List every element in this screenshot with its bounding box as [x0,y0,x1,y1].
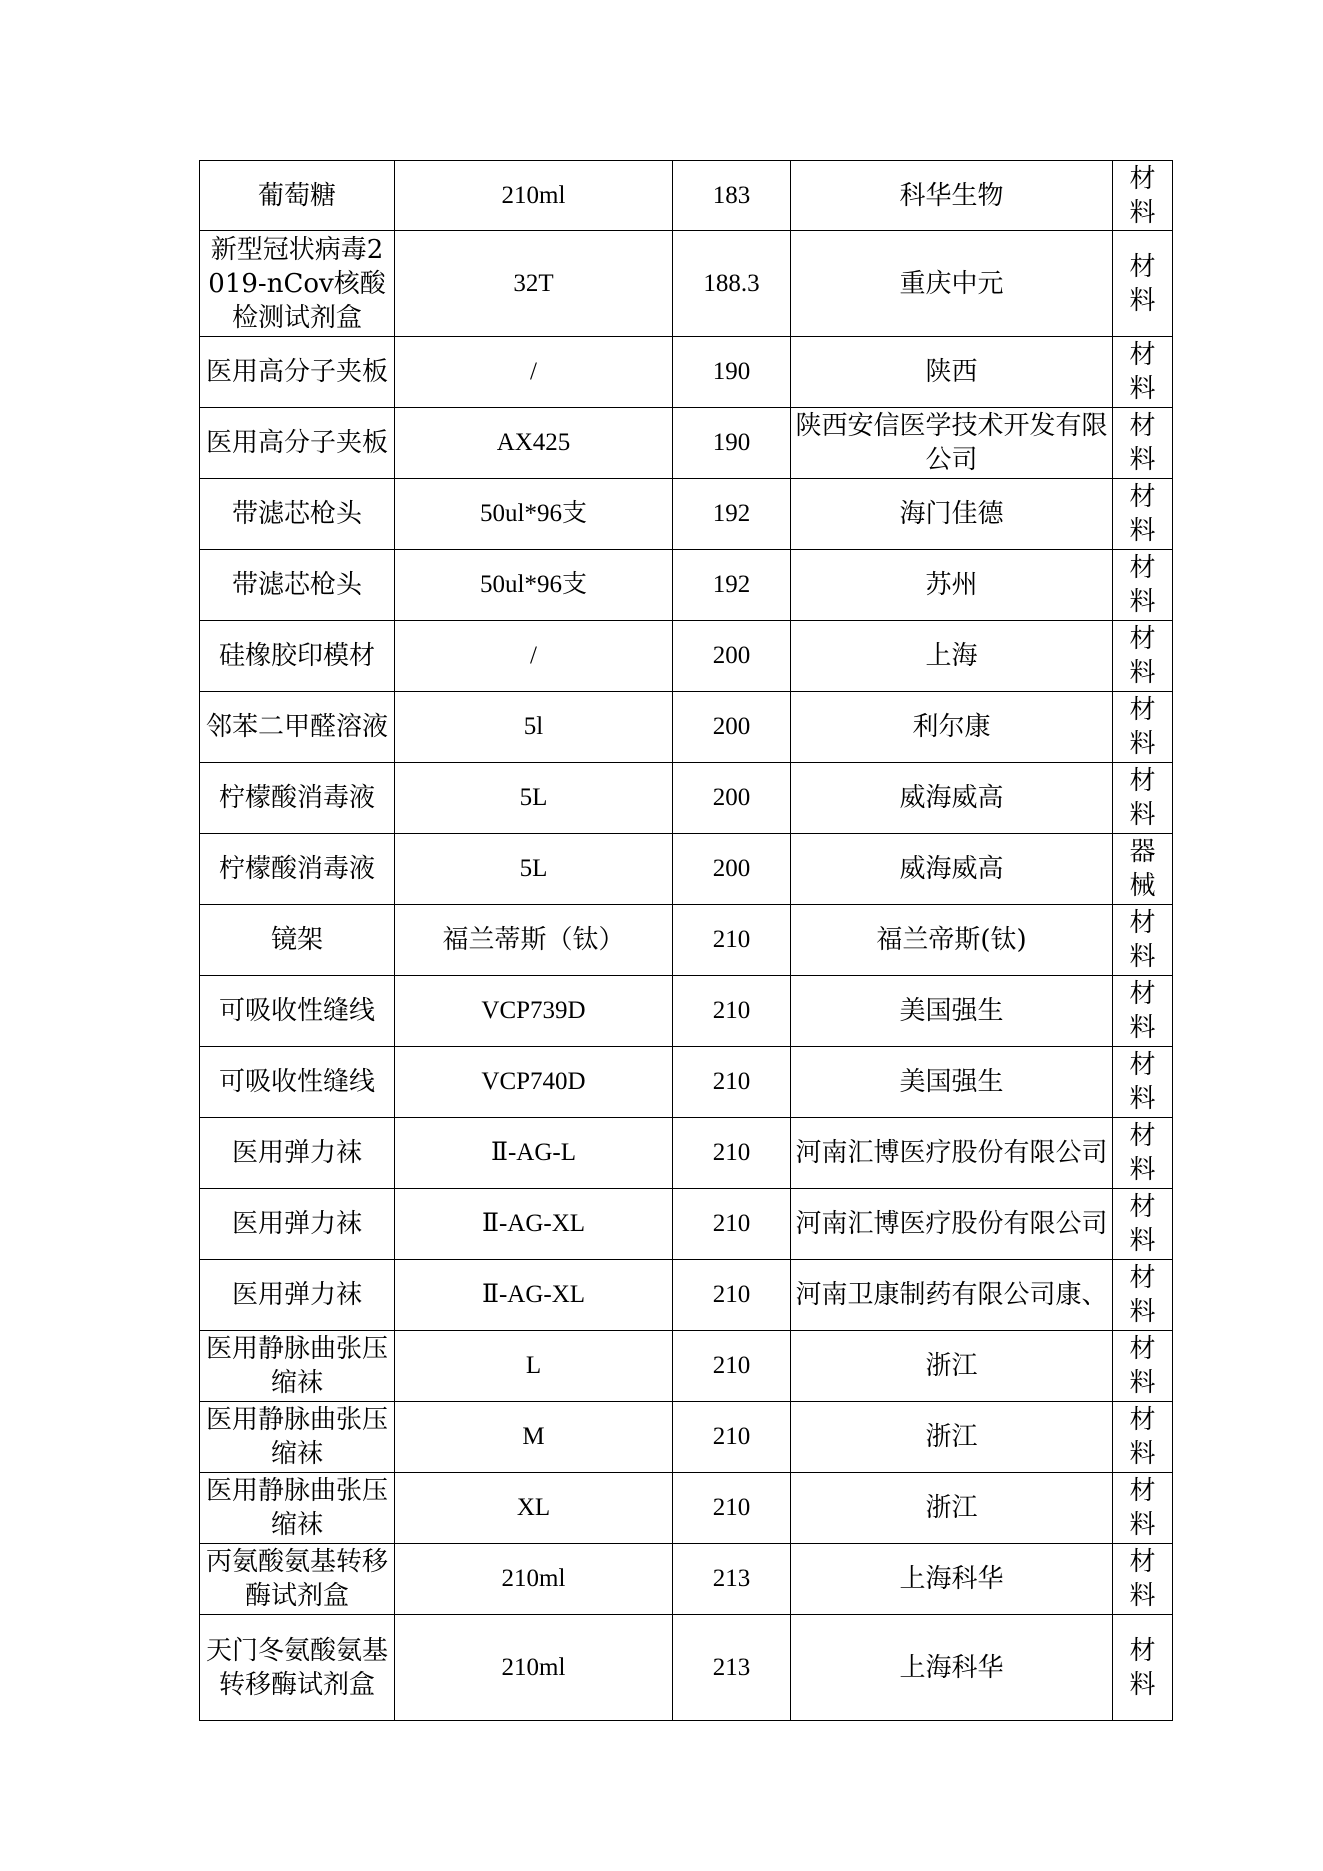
manufacturer-cell: 陕西 [791,337,1113,408]
category-cell [1113,408,1173,479]
price-cell: 210 [673,1473,791,1544]
price-cell: 200 [673,692,791,763]
manufacturer-cell: 浙江 [791,1331,1113,1402]
category-label: 材料 [1129,1405,1156,1469]
spec-cell: 5L [395,763,673,834]
product-name-cell: 柠檬酸消毒液 [200,834,395,905]
manufacturer-cell: 苏州 [791,550,1113,621]
price-cell: 188.3 [673,231,791,337]
table-row [200,1473,1173,1544]
manufacturer-cell: 科华生物 [791,161,1113,231]
manufacturer-cell: 重庆中元 [791,231,1113,337]
manufacturer-cell: 上海科华 [791,1615,1113,1721]
table-row [200,1544,1173,1615]
product-name-cell: 硅橡胶印模材 [200,621,395,692]
spec-cell: / [395,337,673,408]
category-label: 材料 [1129,1121,1156,1185]
category-label: 材料 [1129,411,1156,475]
category-cell [1113,1402,1173,1473]
category-label: 材料 [1129,553,1156,617]
manufacturer-cell: 河南汇博医疗股份有限公司 [791,1189,1113,1260]
manufacturer-cell: 浙江 [791,1402,1113,1473]
product-name-cell: 葡萄糖 [200,161,395,231]
category-label: 材料 [1129,1547,1156,1611]
category-cell [1113,479,1173,550]
category-label: 材料 [1129,624,1156,688]
price-cell: 190 [673,337,791,408]
product-name-cell: 医用高分子夹板 [200,337,395,408]
product-name-cell: 可吸收性缝线 [200,1047,395,1118]
category-label: 材料 [1129,1635,1156,1700]
product-name-cell: 新型冠状病毒2019-nCov核酸检测试剂盒 [200,231,395,337]
product-name-cell: 医用弹力袜 [200,1118,395,1189]
manufacturer-cell: 上海 [791,621,1113,692]
manufacturer-cell: 上海科华 [791,1544,1113,1615]
price-cell: 190 [673,408,791,479]
price-cell: 210 [673,905,791,976]
product-name-cell: 柠檬酸消毒液 [200,763,395,834]
spec-cell: 32T [395,231,673,337]
product-name-cell: 邻苯二甲醛溶液 [200,692,395,763]
category-cell [1113,1473,1173,1544]
category-cell [1113,1331,1173,1402]
spec-cell: 210ml [395,1615,673,1721]
manufacturer-cell: 美国强生 [791,976,1113,1047]
manufacturer-cell: 威海威高 [791,834,1113,905]
manufacturer-cell: 河南卫康制药有限公司康、 [791,1260,1113,1331]
table-row [200,1331,1173,1402]
table-row [200,1402,1173,1473]
category-cell [1113,621,1173,692]
table-row [200,1047,1173,1118]
product-name-cell: 镜架 [200,905,395,976]
table-row [200,479,1173,550]
product-name-cell: 医用静脉曲张压缩袜 [200,1331,395,1402]
category-label: 材料 [1129,979,1156,1043]
table-row [200,1118,1173,1189]
table-row [200,408,1173,479]
category-label: 器械 [1129,837,1156,901]
spec-cell: Ⅱ-AG-XL [395,1189,673,1260]
product-name-cell: 医用弹力袜 [200,1260,395,1331]
category-cell [1113,1118,1173,1189]
category-label: 材料 [1129,340,1156,404]
product-name-cell: 天门冬氨酸氨基转移酶试剂盒 [200,1615,395,1721]
category-label: 材料 [1129,1192,1156,1256]
table-row [200,905,1173,976]
product-name-cell: 医用静脉曲张压缩袜 [200,1473,395,1544]
table-row [200,976,1173,1047]
category-label: 材料 [1129,482,1156,546]
price-cell: 200 [673,621,791,692]
spec-cell: 福兰蒂斯（钛） [395,905,673,976]
price-cell: 200 [673,834,791,905]
price-cell: 213 [673,1544,791,1615]
category-label: 材料 [1129,766,1156,830]
spec-cell: VCP739D [395,976,673,1047]
price-cell: 210 [673,976,791,1047]
spec-cell: 50ul*96支 [395,550,673,621]
category-label: 材料 [1129,695,1156,759]
table-row [200,1189,1173,1260]
category-cell [1113,1189,1173,1260]
spec-cell: 210ml [395,161,673,231]
product-name-cell: 医用弹力袜 [200,1189,395,1260]
category-cell [1113,1260,1173,1331]
spec-cell: XL [395,1473,673,1544]
spec-cell: 210ml [395,1544,673,1615]
table-row [200,834,1173,905]
category-cell [1113,905,1173,976]
category-cell [1113,1544,1173,1615]
spec-cell: AX425 [395,408,673,479]
category-cell [1113,692,1173,763]
table-row [200,161,1173,231]
spec-cell: Ⅱ-AG-XL [395,1260,673,1331]
spec-cell: M [395,1402,673,1473]
price-cell: 200 [673,763,791,834]
price-cell: 192 [673,479,791,550]
category-cell [1113,161,1173,231]
price-cell: 213 [673,1615,791,1721]
category-cell [1113,337,1173,408]
manufacturer-cell: 河南汇博医疗股份有限公司 [791,1118,1113,1189]
product-name-cell: 丙氨酸氨基转移酶试剂盒 [200,1544,395,1615]
product-name-cell: 可吸收性缝线 [200,976,395,1047]
category-label: 材料 [1129,1263,1156,1327]
price-cell: 210 [673,1047,791,1118]
category-label: 材料 [1129,163,1156,228]
product-table [199,160,1173,1721]
price-cell: 183 [673,161,791,231]
category-cell [1113,834,1173,905]
spec-cell: Ⅱ-AG-L [395,1118,673,1189]
spec-cell: 50ul*96支 [395,479,673,550]
spec-cell: / [395,621,673,692]
category-cell [1113,1615,1173,1721]
manufacturer-cell: 美国强生 [791,1047,1113,1118]
category-label: 材料 [1129,251,1156,316]
product-name-cell: 医用高分子夹板 [200,408,395,479]
table-row [200,231,1173,337]
price-cell: 210 [673,1189,791,1260]
manufacturer-cell: 海门佳德 [791,479,1113,550]
spec-cell: 5l [395,692,673,763]
price-cell: 210 [673,1402,791,1473]
category-cell [1113,976,1173,1047]
spec-cell: VCP740D [395,1047,673,1118]
category-label: 材料 [1129,1476,1156,1540]
product-name-cell: 带滤芯枪头 [200,479,395,550]
table-row [200,1615,1173,1721]
category-cell [1113,1047,1173,1118]
category-cell [1113,231,1173,337]
category-label: 材料 [1129,908,1156,972]
manufacturer-cell: 威海威高 [791,763,1113,834]
table-row [200,621,1173,692]
manufacturer-cell: 陕西安信医学技术开发有限公司 [791,408,1113,479]
manufacturer-cell: 福兰帝斯(钛) [791,905,1113,976]
price-cell: 210 [673,1118,791,1189]
category-label: 材料 [1129,1050,1156,1114]
product-name-cell: 带滤芯枪头 [200,550,395,621]
spec-cell: 5L [395,834,673,905]
category-cell [1113,550,1173,621]
table-row [200,692,1173,763]
manufacturer-cell: 利尔康 [791,692,1113,763]
category-label: 材料 [1129,1334,1156,1398]
price-cell: 210 [673,1260,791,1331]
price-cell: 210 [673,1331,791,1402]
table-row [200,1260,1173,1331]
spec-cell: L [395,1331,673,1402]
manufacturer-cell: 浙江 [791,1473,1113,1544]
category-cell [1113,763,1173,834]
product-name-cell: 医用静脉曲张压缩袜 [200,1402,395,1473]
table-row [200,550,1173,621]
price-cell: 192 [673,550,791,621]
table-row [200,337,1173,408]
table-row [200,763,1173,834]
